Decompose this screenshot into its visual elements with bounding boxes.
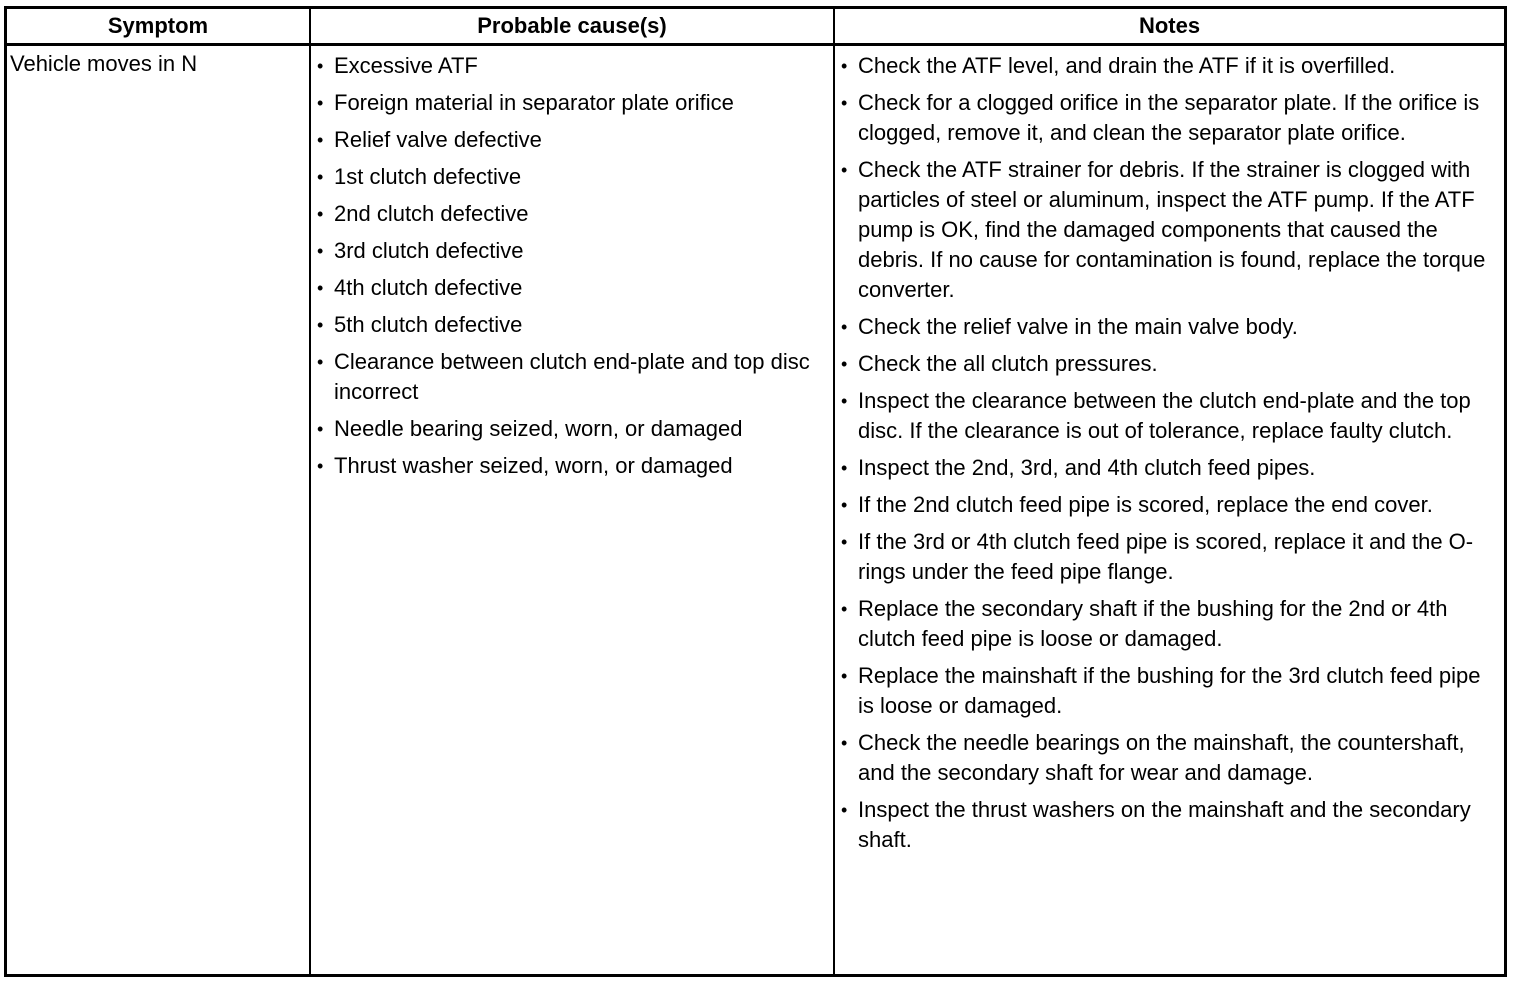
bullet-icon: • xyxy=(841,733,848,753)
notes-column xyxy=(833,9,1504,974)
notes-list xyxy=(835,46,1504,855)
cause-column xyxy=(309,9,833,974)
symptom-cell xyxy=(7,46,307,79)
cause-list xyxy=(311,46,833,481)
bullet-icon: • xyxy=(841,458,848,478)
bullet-icon: • xyxy=(841,495,848,515)
note-item: • Check the all clutch pressures. xyxy=(835,349,1500,379)
bullet-icon: • xyxy=(841,317,848,337)
bullet-icon: • xyxy=(317,241,324,261)
bullet-icon: • xyxy=(317,315,324,335)
bullet-icon: • xyxy=(317,130,324,150)
bullet-icon: • xyxy=(841,599,848,619)
cause-item: • 1st clutch defective xyxy=(311,162,829,192)
cause-cell xyxy=(311,46,833,488)
bullet-icon: • xyxy=(317,456,324,476)
bullet-icon: • xyxy=(841,56,848,76)
note-item: • Replace the secondary shaft if the bushing for the 2nd or 4th clutch feed pipe is loose or damaged. xyxy=(841,596,1448,651)
cause-item: • Thrust washer seized, worn, or damaged xyxy=(311,451,829,481)
cause-item: • Excessive ATF xyxy=(311,51,829,81)
symptom-text: Vehicle moves in N xyxy=(10,51,198,76)
bullet-icon: • xyxy=(841,532,848,552)
cause-item: • Relief valve defective xyxy=(311,125,829,155)
cause-item: • 3rd clutch defective xyxy=(311,236,829,266)
bullet-icon: • xyxy=(317,56,324,76)
note-item: • If the 2nd clutch feed pipe is scored, replace the end cover. xyxy=(835,490,1500,520)
bullet-icon: • xyxy=(841,354,848,374)
symptom-column xyxy=(7,9,307,974)
troubleshooting-table xyxy=(4,6,1507,977)
bullet-icon: • xyxy=(841,666,848,686)
bullet-icon: • xyxy=(317,419,324,439)
cause-item: • Foreign material in separator plate orifice xyxy=(311,88,829,118)
cause-item: • 2nd clutch defective xyxy=(311,199,829,229)
bullet-icon: • xyxy=(841,160,848,180)
bullet-icon: • xyxy=(841,800,848,820)
header-symptom: Symptom xyxy=(7,9,309,46)
note-item: • Check the relief valve in the main valve body. xyxy=(835,312,1500,342)
note-item: • Check for a clogged orifice in the separator plate. If the orifice is clogged, remove it, and clean the separator plate orifice. xyxy=(841,90,1480,145)
note-item: • If the 3rd or 4th clutch feed pipe is scored, replace it and the O-rings under the feed pipe flange. xyxy=(841,529,1474,584)
notes-cell xyxy=(835,46,1504,862)
bullet-icon: • xyxy=(841,93,848,113)
bullet-icon: • xyxy=(317,278,324,298)
note-item: • Check the ATF strainer for debris. If the strainer is clogged with particles of steel or aluminum, inspect the ATF pump. If the ATF pump is OK, find the damaged components that caused the debris. If no cause for contamination is found, replace the torque converter. xyxy=(841,157,1486,302)
note-item: • Inspect the 2nd, 3rd, and 4th clutch feed pipes. xyxy=(835,453,1500,483)
note-item: • Inspect the thrust washers on the mainshaft and the secondary shaft. xyxy=(841,797,1471,852)
header-notes: Notes xyxy=(835,9,1504,46)
cause-item: • Clearance between clutch end-plate and top disc incorrect xyxy=(317,349,810,404)
bullet-icon: • xyxy=(317,167,324,187)
note-item: • Inspect the clearance between the clutch end-plate and the top disc. If the clearance is out of tolerance, replace faulty clutch. xyxy=(841,388,1471,443)
bullet-icon: • xyxy=(317,204,324,224)
bullet-icon: • xyxy=(317,93,324,113)
header-probable-cause: Probable cause(s) xyxy=(311,9,833,46)
note-item: • Replace the mainshaft if the bushing for the 3rd clutch feed pipe is loose or damaged. xyxy=(841,663,1481,718)
note-item: • Check the needle bearings on the mainshaft, the countershaft, and the secondary shaft for wear and damage. xyxy=(841,730,1465,785)
cause-item: • 4th clutch defective xyxy=(311,273,829,303)
cause-item: • Needle bearing seized, worn, or damaged xyxy=(311,414,829,444)
note-item: • Check the ATF level, and drain the ATF if it is overfilled. xyxy=(835,51,1500,81)
bullet-icon: • xyxy=(841,391,848,411)
cause-item: • 5th clutch defective xyxy=(311,310,829,340)
bullet-icon: • xyxy=(317,352,324,372)
